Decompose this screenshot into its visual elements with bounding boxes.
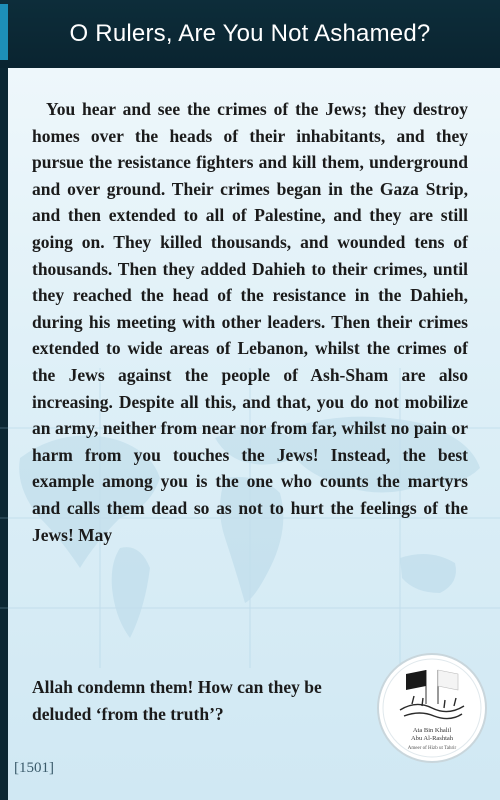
- closing-line-2: deluded ‘from the truth’?: [32, 703, 224, 724]
- reference-number: [1501]: [14, 760, 54, 776]
- closing-line-1: Allah condemn them! How can they be: [32, 677, 322, 697]
- seal-caption-3: Ameer of Hizb ut Tahrir: [407, 746, 457, 751]
- article-body: You hear and see the crimes of the Jews; they destroy homes over the heads of their inhabitants, and they pursue the resistance fighters and kill them, underground and over ground. Their crimes began in the Gaza Strip, and then extended to all of Palestine, and they are still going on. They killed thousands, and wounded tens of thousands. Then they added Dahieh to their crimes, until they reached the head of the resistance in the Dahieh, during his meeting with other leaders. Then their crimes extended to wide areas of Lebanon, whilst the crimes of the Jews against the people of Ash-Sham are also increasing. Despite all this, and that, you do not mobilize an army, neither from near nor from far, whilst no pain or harm from you touches the Jews! Instead, the best example among you is the one who counts the martyrs and calls them dead so as not to hurt the feelings of the Jews! May: [32, 99, 468, 545]
- header-bar: [0, 0, 500, 68]
- seal-caption-1: Ata Bin Khalil: [412, 727, 452, 734]
- article-closing: [32, 674, 392, 727]
- page-title: O Rulers, Are You Not Ashamed?: [69, 20, 431, 47]
- seal-caption-2: Abu Al-Rashtah: [410, 735, 454, 742]
- emblem-seal: [376, 652, 488, 764]
